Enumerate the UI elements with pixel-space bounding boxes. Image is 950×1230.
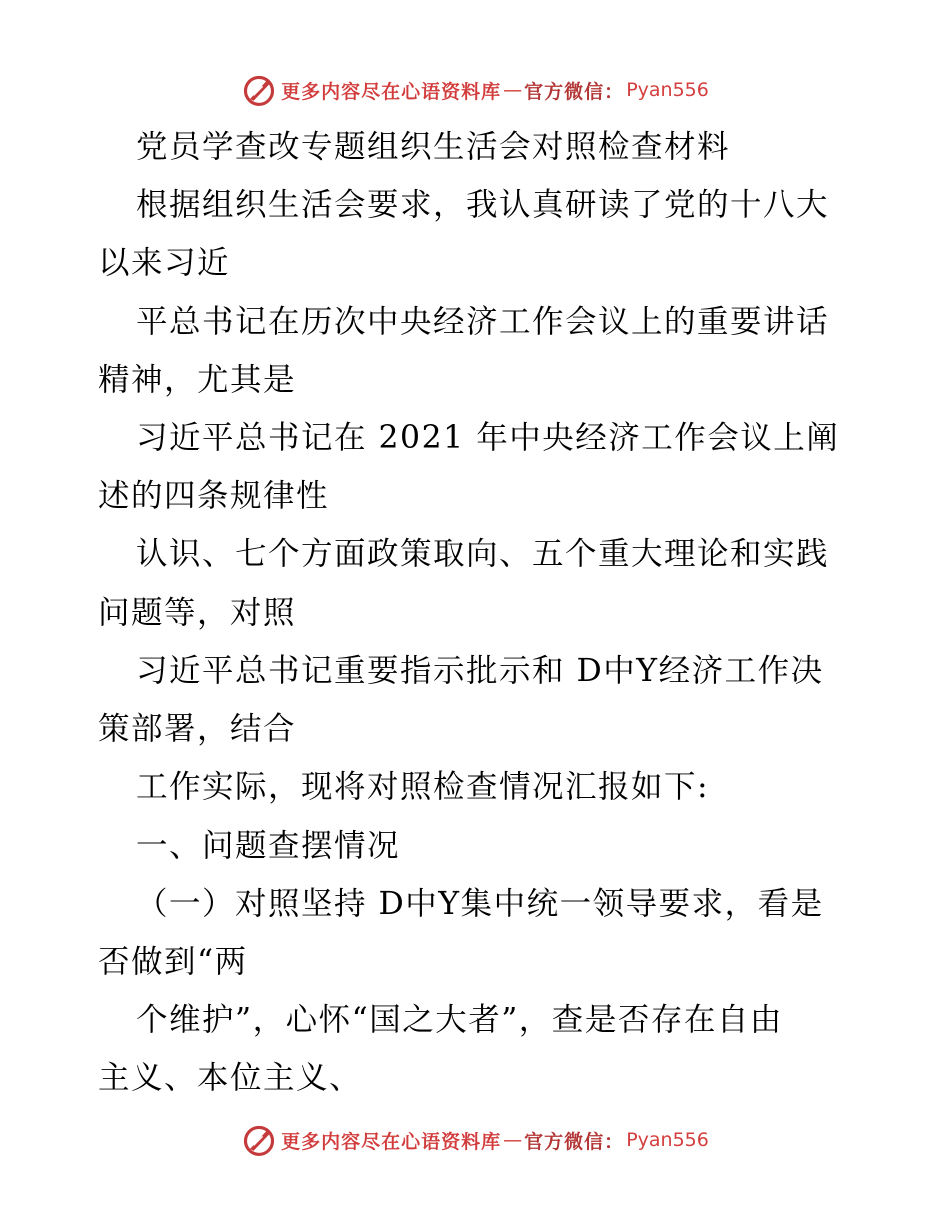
watermark-dash: — bbox=[503, 1129, 523, 1151]
paragraph-line: 平总书记在历次中央经济工作会议上的重要讲话 bbox=[136, 304, 830, 340]
paragraph-line: 以来习近 bbox=[98, 245, 231, 281]
paragraph-line: 策部署，结合 bbox=[98, 711, 297, 747]
paragraph-line: 否做到“两 bbox=[98, 944, 248, 980]
watermark-label: 官方微信： bbox=[524, 1130, 625, 1153]
watermark-wechat-id: Pyan556 bbox=[626, 79, 709, 101]
watermark-label: 官方微信： bbox=[524, 80, 625, 103]
paragraph-line: 主义、本位主义、 bbox=[98, 1060, 363, 1096]
watermark-brand: 更多内容尽在心语资料库 bbox=[281, 1130, 502, 1153]
document-title: 党员学查改专题组织生活会对照检查材料 bbox=[136, 129, 731, 165]
paragraph-line: 个维护”，心怀“国之大者”，查是否存在自由 bbox=[136, 1002, 783, 1038]
paragraph-line: 工作实际，现将对照检查情况汇报如下: bbox=[136, 769, 710, 805]
paragraph-line: 根据组织生活会要求，我认真研读了党的十八大 bbox=[136, 187, 830, 223]
paragraph-line: 认识、七个方面政策取向、五个重大理论和实践 bbox=[136, 536, 830, 572]
paragraph-line: 精神，尤其是 bbox=[98, 362, 297, 398]
paragraph-line: 习近平总书记重要指示批示和 D中Y经济工作决 bbox=[136, 653, 824, 689]
paragraph-line: （一）对照坚持 D中Y集中统一领导要求，看是 bbox=[136, 886, 824, 922]
paragraph-line: 习近平总书记在 2021 年中央经济工作会议上阐 bbox=[136, 420, 840, 456]
watermark-wechat-id: Pyan556 bbox=[626, 1129, 709, 1151]
watermark-dash: — bbox=[503, 79, 523, 101]
paragraph-line: 问题等，对照 bbox=[98, 595, 297, 631]
watermark-brand: 更多内容尽在心语资料库 bbox=[281, 80, 502, 103]
section-heading: 一、问题查摆情况 bbox=[136, 828, 401, 864]
quill-circle-logo-icon bbox=[241, 1122, 277, 1158]
paragraph-line: 述的四条规律性 bbox=[98, 478, 330, 514]
footer-watermark bbox=[0, 1120, 950, 1160]
